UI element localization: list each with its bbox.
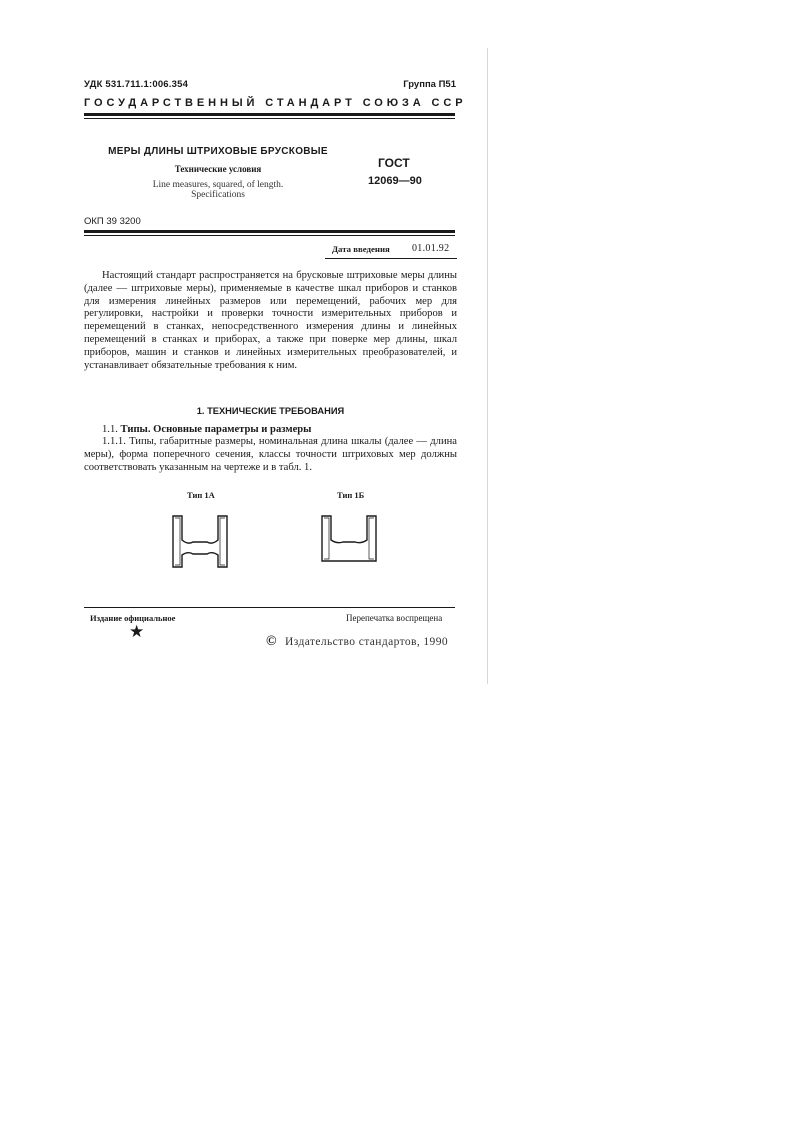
intro-date-value: 01.01.92 [412,243,450,254]
official-edition-label: Издание официальное [90,613,176,623]
udk-code: УДК 531.711.1:006.354 [84,79,189,90]
section-heading: 1. ТЕХНИЧЕСКИЕ ТРЕБОВАНИЯ [196,406,345,416]
type-1b-cross-section [319,513,379,565]
star-icon: ★ [129,622,145,641]
header-rule-thin [84,118,455,119]
group-code: Группа П51 [403,79,456,90]
figure-type-1b-label: Тип 1Б [337,490,365,500]
clause-paragraph: 1.1.1. Типы, габаритные размеры, номинальная длина шкалы (далее — длина меры), форма поперечного сечения, классы точности штриховых мер должны соответствовать указанным на чертеже и в табл. 1. [84,436,457,473]
document-subtitle: Технические условия [174,164,262,174]
reprint-forbidden-label: Перепечатка воспрещена [346,613,443,623]
copyright-icon: © [266,634,277,649]
subsection-title: Типы. Основные параметры и размеры [120,424,312,435]
title-rule-thin [84,235,455,236]
gost-number: 12069—90 [368,175,422,187]
okp-code: ОКП 39 3200 [84,216,141,227]
gost-label: ГОСТ [378,156,410,170]
english-title-line1: Line measures, squared, of length. [152,180,284,190]
state-standard-heading: ГОСУДАРСТВЕННЫЙ СТАНДАРТ СОЮЗА ССР [84,97,467,109]
document-title: МЕРЫ ДЛИНЫ ШТРИХОВЫЕ БРУСКОВЫЕ [108,146,328,157]
subsection-number: 1.1. [102,424,118,435]
subsection-heading [102,424,311,435]
footer-rule [84,607,455,608]
intro-date-rule [325,258,457,259]
publisher-line: Издательство стандартов, 1990 [285,636,449,648]
header-rule-thick [84,113,455,116]
figure-type-1a-label: Тип 1А [187,490,215,500]
english-title-line2: Specifications [191,190,245,200]
intro-date-label: Дата введения [332,244,390,254]
page-edge-line [487,48,488,684]
type-1a-cross-section [170,513,230,571]
title-rule-thick [84,230,455,233]
intro-paragraph: Настоящий стандарт распространяется на брусковые штриховые меры длины (далее — штриховые меры), применяемые в качестве шкал приборов и станков для измерения линейных размеров или перемещений, рабочих мер для регулировки, настройки и проверки точности измерительных приборов и перемещений в станках, непосредственного измерения длины и линейных перемещений в станках и приборах, а также при поверке мер длины, шкал приборов, машин и станков и линейных измерительных преобразователей, и устанавливает обязательные требования к ним. [84,270,457,371]
